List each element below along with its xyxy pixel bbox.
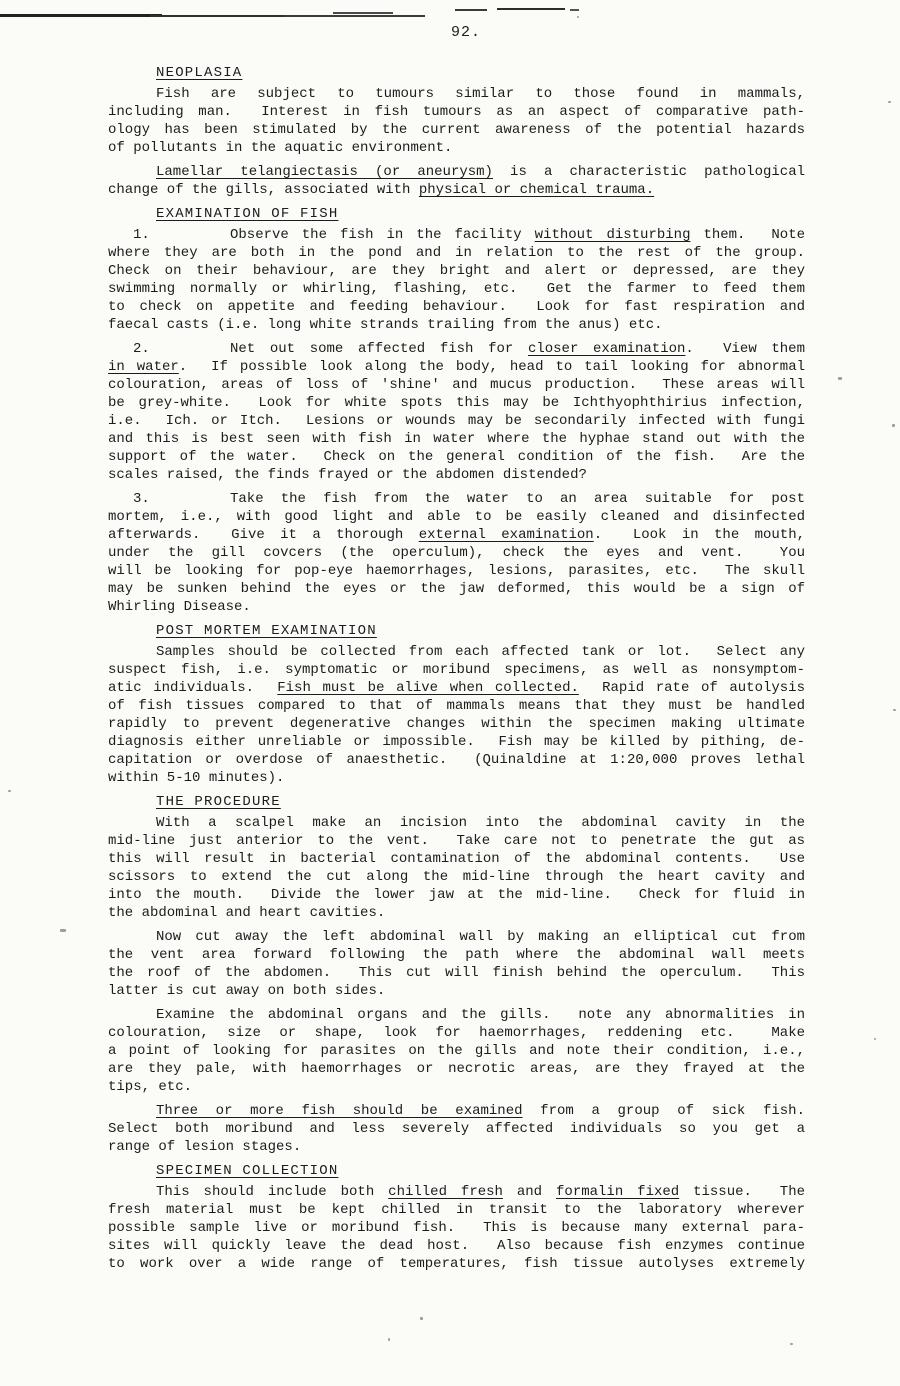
text-line: Whirling Disease. — [108, 599, 251, 615]
section-heading-text: EXAMINATION OF FISH — [156, 206, 339, 222]
text-line: With a scalpel make an incision into the abdominal cavity in the — [156, 815, 805, 831]
scan-artifact-line — [285, 15, 425, 17]
scan-speck — [577, 16, 579, 18]
scan-artifact-line — [333, 12, 393, 14]
text-line: this will result in bacterial contamination of the abdominal contents. Use — [108, 851, 805, 867]
text-line: 3. Take the fish from the water to an area suitable for post — [108, 490, 805, 508]
paragraph — [108, 1006, 805, 1096]
section-heading — [108, 622, 805, 640]
underlined-phrase: Lamellar telangiectasis (or aneurysm) — [156, 164, 493, 180]
text-line: atic individuals. Fish must be alive when collected. Rapid rate of autolysis — [108, 680, 805, 696]
text-line: be grey-white. Look for white spots this may be Ichthyophthirius infection, — [108, 395, 805, 411]
page-number: 92. — [451, 24, 482, 41]
section-heading — [108, 793, 805, 811]
document-content — [108, 64, 805, 1279]
section-heading-text: NEOPLASIA — [156, 65, 243, 81]
underlined-phrase: in water — [108, 359, 179, 375]
paragraph-number: 3. — [133, 491, 150, 507]
text-line: scales raised, the finds frayed or the abdomen distended? — [108, 467, 587, 483]
scan-speck — [8, 790, 11, 792]
text-line: and this is best seen with fish in water where the hyphae stand out with the — [108, 431, 805, 447]
paragraph — [108, 643, 805, 787]
text-line: to work over a wide range of temperatures, fish tissue autolyses extremely — [108, 1256, 805, 1272]
text-line: under the gill covcers (the operculum), check the eyes and vent. You — [108, 545, 805, 561]
text-line: sites will quickly leave the dead host. Also because fish enzymes continue — [108, 1238, 805, 1254]
scan-artifact-dash — [497, 8, 565, 10]
paragraph — [108, 928, 805, 1000]
section-heading-text: THE PROCEDURE — [156, 794, 281, 810]
paragraph — [108, 226, 805, 334]
text-line: suspect fish, i.e. symptomatic or moribund specimens, as well as nonsymptom- — [108, 662, 805, 678]
text-line: Examine the abdominal organs and the gills. note any abnormalities in — [156, 1007, 805, 1023]
text-line: of fish tissues compared to that of mammals means that they must be handled — [108, 698, 805, 714]
text-line: range of lesion stages. — [108, 1139, 302, 1155]
scan-speck — [892, 424, 895, 427]
scan-artifact-line — [150, 15, 290, 17]
text-line: Lamellar telangiectasis (or aneurysm) is a characteristic pathological — [156, 164, 805, 180]
scan-speck — [874, 1038, 876, 1040]
scan-speck — [790, 1343, 793, 1345]
section-heading-text: POST MORTEM EXAMINATION — [156, 623, 377, 639]
text-line: to check on appetite and feeding behaviour. Look for fast respiration and — [108, 299, 805, 315]
text-line: Fish are subject to tumours similar to those found in mammals, — [156, 86, 805, 102]
scan-speck — [420, 1317, 423, 1320]
underlined-phrase: formalin fixed — [556, 1184, 680, 1200]
underlined-phrase: physical or chemical trauma. — [418, 182, 655, 198]
text-line: support of the water. Check on the general condition of the fish. Are the — [108, 449, 805, 465]
text-line: 2. Net out some affected fish for closer examination. View them — [108, 340, 805, 358]
text-line: the abdominal and heart cavities. — [108, 905, 386, 921]
scan-speck — [60, 929, 66, 932]
text-line: Check on their behaviour, are they bright and alert or depressed, are they — [108, 263, 805, 279]
scan-speck — [888, 101, 891, 103]
text-line: will be looking for pop-eye haemorrhages, lesions, parasites, etc. The skull — [108, 563, 805, 579]
paragraph-number: 1. — [133, 227, 150, 243]
paragraph-number: 2. — [133, 341, 150, 357]
text-line: ology has been stimulated by the current awareness of the potential hazards — [108, 122, 805, 138]
paragraph — [108, 340, 805, 484]
text-line: change of the gills, associated with physical or chemical trauma. — [108, 182, 655, 198]
text-line: afterwards. Give it a thorough external examination. Look in the mouth, — [108, 527, 806, 543]
section-heading-text: SPECIMEN COLLECTION — [156, 1163, 339, 1179]
scan-speck — [893, 709, 896, 711]
scan-speck — [838, 377, 842, 380]
text-line: This should include both chilled fresh and formalin fixed tissue. The — [156, 1184, 805, 1200]
paragraph — [108, 490, 805, 616]
text-line: including man. Interest in fish tumours as an aspect of comparative path- — [108, 104, 805, 120]
text-line: possible sample live or moribund fish. This is because many external para- — [108, 1220, 805, 1236]
text-line: are they pale, with haemorrhages or necrotic areas, are they frayed at the — [108, 1061, 805, 1077]
text-line: a point of looking for parasites on the gills and note their condition, i.e., — [108, 1043, 805, 1059]
text-line: mid-line just anterior to the vent. Take care not to penetrate the gut as — [108, 833, 805, 849]
text-line: i.e. Ich. or Itch. Lesions or wounds may be secondarily infected with fungi — [108, 413, 805, 429]
text-line: colouration, areas of loss of 'shine' and mucus production. These areas will — [108, 377, 805, 393]
text-line: swimming normally or whirling, flashing, etc. Get the farmer to feed them — [108, 281, 805, 297]
text-line: rapidly to prevent degenerative changes within the specimen making ultimate — [108, 716, 805, 732]
section-heading — [108, 64, 805, 82]
text-line: diagnosis either unreliable or impossible. Fish may be killed by pithing, de- — [108, 734, 805, 750]
text-line: faecal casts (i.e. long white strands trailing from the anus) etc. — [108, 317, 663, 333]
scan-artifact-line — [0, 14, 162, 17]
text-line: the vent area forward following the path where the abdominal wall meets — [108, 947, 805, 963]
section-heading — [108, 205, 805, 223]
paragraph — [108, 163, 805, 199]
text-line: capitation or overdose of anaesthetic. (Quinaldine at 1:20,000 proves lethal — [108, 752, 805, 768]
text-line: Samples should be collected from each affected tank or lot. Select any — [156, 644, 805, 660]
paragraph — [108, 814, 805, 922]
paragraph — [108, 1102, 805, 1156]
section-heading — [108, 1162, 805, 1180]
text-line: scissors to extend the cut along the mid-line through the heart cavity and — [108, 869, 805, 885]
text-line: Now cut away the left abdominal wall by making an elliptical cut from — [156, 929, 805, 945]
text-line: may be sunken behind the eyes or the jaw deformed, this would be a sign of — [108, 581, 805, 597]
text-line: Select both moribund and less severely affected individuals so you get a — [108, 1121, 805, 1137]
text-line: within 5-10 minutes). — [108, 770, 285, 786]
paragraph — [108, 85, 805, 157]
scan-speck — [388, 1338, 390, 1341]
text-line: into the mouth. Divide the lower jaw at the mid-line. Check for fluid in — [108, 887, 805, 903]
text-line: 1. Observe the fish in the facility without disturbing them. Note — [108, 226, 805, 244]
text-line: Three or more fish should be examined from a group of sick fish. — [156, 1103, 805, 1119]
underlined-phrase: closer examination — [527, 341, 686, 357]
scan-artifact-dash — [570, 9, 579, 11]
text-line: of pollutants in the aquatic environment. — [108, 140, 453, 156]
text-line: in water. If possible look along the body, head to tail looking for abnormal — [108, 359, 805, 375]
text-line: where they are both in the pond and in relation to the rest of the group. — [108, 245, 805, 261]
text-line: colouration, size or shape, look for haemorrhages, reddening etc. Make — [108, 1025, 805, 1041]
text-line: the roof of the abdomen. This cut will finish behind the operculum. This — [108, 965, 805, 981]
text-line: fresh material must be kept chilled in transit to the laboratory wherever — [108, 1202, 805, 1218]
text-line: tips, etc. — [108, 1079, 193, 1095]
scan-artifact-dash — [455, 9, 487, 11]
underlined-phrase: external examination — [418, 527, 594, 543]
underlined-phrase: Fish must be alive when collected. — [277, 680, 579, 696]
text-line: latter is cut away on both sides. — [108, 983, 386, 999]
paragraph — [108, 1183, 805, 1273]
text-line: mortem, i.e., with good light and able to be easily cleaned and disinfected — [108, 509, 805, 525]
underlined-phrase: chilled fresh — [388, 1184, 503, 1200]
underlined-phrase: Three or more fish should be examined — [156, 1103, 523, 1119]
underlined-phrase: without disturbing — [534, 227, 691, 243]
